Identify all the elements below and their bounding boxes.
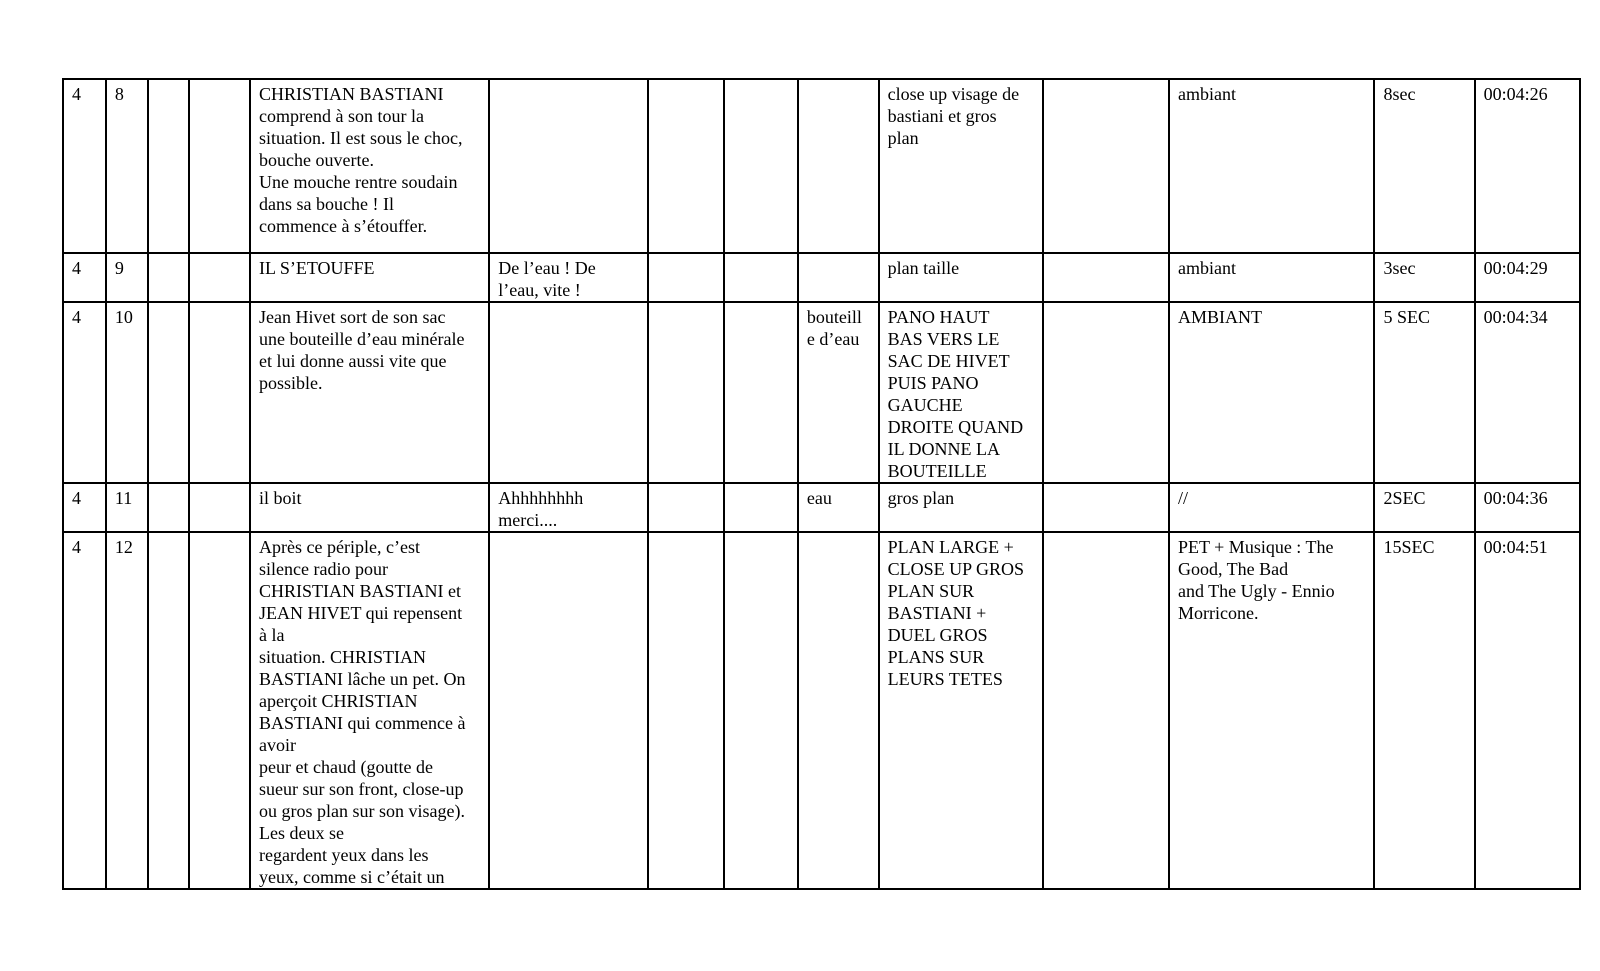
camera-cell: PANO HAUT BAS VERS LE SAC DE HIVET PUIS PANO GAUCHE DROITE QUAND IL DONNE LA BOUTEILLE bbox=[879, 302, 1044, 483]
sound-cell: ambiant bbox=[1169, 253, 1374, 302]
camera-cell: plan taille bbox=[879, 253, 1044, 302]
sequence-cell: 4 bbox=[63, 532, 106, 889]
duration-cell: 2SEC bbox=[1374, 483, 1474, 532]
dialogue-cell bbox=[489, 79, 647, 253]
empty-cell bbox=[648, 302, 725, 483]
empty-cell bbox=[724, 532, 798, 889]
table-row bbox=[63, 532, 1580, 889]
table-row bbox=[63, 483, 1580, 532]
action-cell: Après ce périple, c’est silence radio pour CHRISTIAN BASTIANI et JEAN HIVET qui repensent à la situation. CHRISTIAN BASTIANI lâche un pet. On aperçoit CHRISTIAN BASTIANI qui commence à avoir peur et chaud (goutte de sueur sur son front, close-up ou gros plan sur son visage). Les deux se regardent yeux dans les yeux, comme si c’était un bbox=[250, 532, 489, 889]
timecode-cell: 00:04:51 bbox=[1475, 532, 1580, 889]
dialogue-cell: Ahhhhhhhh merci.... bbox=[489, 483, 647, 532]
timecode-cell: 00:04:36 bbox=[1475, 483, 1580, 532]
shot-number-cell: 8 bbox=[106, 79, 148, 253]
sequence-cell: 4 bbox=[63, 483, 106, 532]
empty-cell bbox=[148, 532, 189, 889]
shot-number-cell: 12 bbox=[106, 532, 148, 889]
props-cell: eau bbox=[798, 483, 879, 532]
timecode-cell: 00:04:26 bbox=[1475, 79, 1580, 253]
empty-cell bbox=[648, 253, 725, 302]
sound-cell: PET + Musique : The Good, The Bad and The Ugly - Ennio Morricone. bbox=[1169, 532, 1374, 889]
props-cell bbox=[798, 253, 879, 302]
empty-cell bbox=[1043, 483, 1169, 532]
camera-cell: PLAN LARGE + CLOSE UP GROS PLAN SUR BASTIANI + DUEL GROS PLANS SUR LEURS TETES bbox=[879, 532, 1044, 889]
duration-cell: 8sec bbox=[1374, 79, 1474, 253]
camera-cell: gros plan bbox=[879, 483, 1044, 532]
props-cell: bouteill e d’eau bbox=[798, 302, 879, 483]
action-cell: IL S’ETOUFFE bbox=[250, 253, 489, 302]
camera-cell: close up visage de bastiani et gros plan bbox=[879, 79, 1044, 253]
dialogue-cell bbox=[489, 532, 647, 889]
sequence-cell: 4 bbox=[63, 302, 106, 483]
sequence-cell: 4 bbox=[63, 253, 106, 302]
empty-cell bbox=[189, 302, 250, 483]
duration-cell: 3sec bbox=[1374, 253, 1474, 302]
empty-cell bbox=[148, 253, 189, 302]
action-cell: il boit bbox=[250, 483, 489, 532]
empty-cell bbox=[1043, 79, 1169, 253]
empty-cell bbox=[189, 532, 250, 889]
shot-number-cell: 10 bbox=[106, 302, 148, 483]
empty-cell bbox=[1043, 302, 1169, 483]
empty-cell bbox=[148, 79, 189, 253]
shooting-script-table bbox=[62, 78, 1581, 890]
empty-cell bbox=[189, 483, 250, 532]
timecode-cell: 00:04:34 bbox=[1475, 302, 1580, 483]
table-row bbox=[63, 253, 1580, 302]
empty-cell bbox=[648, 483, 725, 532]
empty-cell bbox=[148, 302, 189, 483]
table-row bbox=[63, 79, 1580, 253]
sequence-cell: 4 bbox=[63, 79, 106, 253]
dialogue-cell: De l’eau ! De l’eau, vite ! bbox=[489, 253, 647, 302]
timecode-cell: 00:04:29 bbox=[1475, 253, 1580, 302]
empty-cell bbox=[189, 79, 250, 253]
empty-cell bbox=[189, 253, 250, 302]
sound-cell: // bbox=[1169, 483, 1374, 532]
empty-cell bbox=[648, 79, 725, 253]
shot-number-cell: 9 bbox=[106, 253, 148, 302]
sound-cell: AMBIANT bbox=[1169, 302, 1374, 483]
props-cell bbox=[798, 79, 879, 253]
empty-cell bbox=[724, 302, 798, 483]
duration-cell: 5 SEC bbox=[1374, 302, 1474, 483]
empty-cell bbox=[1043, 532, 1169, 889]
shot-number-cell: 11 bbox=[106, 483, 148, 532]
action-cell: Jean Hivet sort de son sac une bouteille d’eau minérale et lui donne aussi vite que possible. bbox=[250, 302, 489, 483]
empty-cell bbox=[148, 483, 189, 532]
table-row bbox=[63, 302, 1580, 483]
props-cell bbox=[798, 532, 879, 889]
sound-cell: ambiant bbox=[1169, 79, 1374, 253]
duration-cell: 15SEC bbox=[1374, 532, 1474, 889]
action-cell: CHRISTIAN BASTIANI comprend à son tour la situation. Il est sous le choc, bouche ouverte. Une mouche rentre soudain dans sa bouche ! Il commence à s’étouffer. bbox=[250, 79, 489, 253]
empty-cell bbox=[724, 253, 798, 302]
empty-cell bbox=[1043, 253, 1169, 302]
empty-cell bbox=[724, 483, 798, 532]
dialogue-cell bbox=[489, 302, 647, 483]
empty-cell bbox=[724, 79, 798, 253]
empty-cell bbox=[648, 532, 725, 889]
